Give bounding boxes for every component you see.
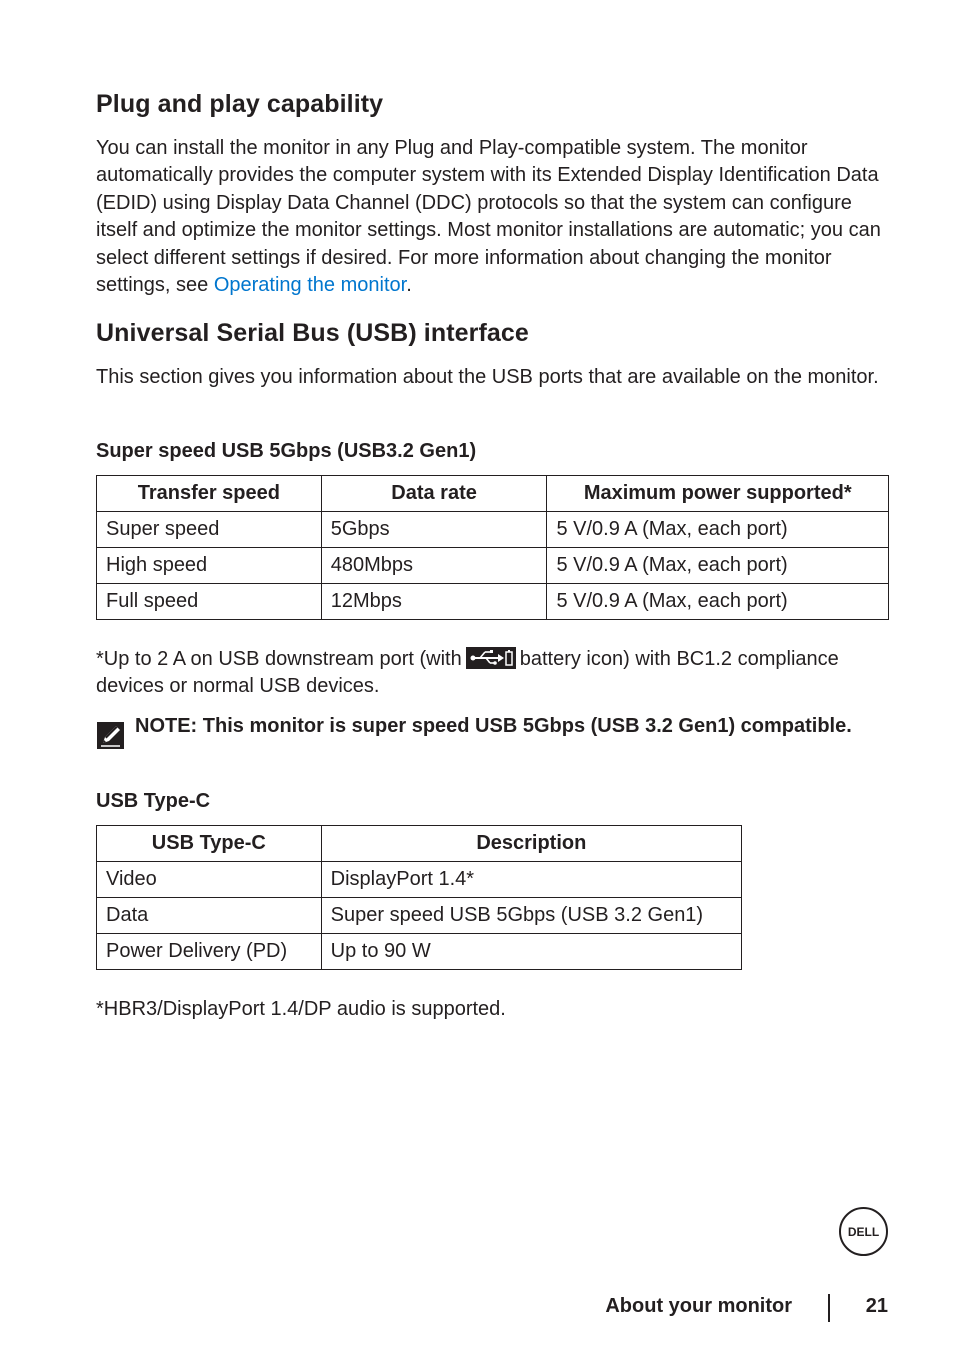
usb-speed-table (96, 475, 889, 620)
footnote-text-end: battery icon) with BC1.2 compliance devices or normal USB devices. (96, 648, 839, 698)
table-row (97, 512, 889, 548)
dell-logo (838, 1206, 889, 1257)
page-number: 21 (865, 1295, 888, 1317)
table-cell: 5Gbps (321, 512, 547, 548)
operating-the-monitor-link[interactable]: Operating the monitor (213, 274, 407, 297)
footer-section-title: About your monitor (605, 1295, 792, 1317)
dell-logo-text: DELL (847, 1225, 880, 1239)
plug-and-play-body-end: . (406, 274, 412, 297)
table-cell: 5 V/0.9 A (Max, each port) (547, 584, 889, 620)
usb-intro-paragraph: This section gives you information about the USB ports that are available on the monitor. (96, 366, 879, 388)
table-row (97, 548, 889, 584)
typec-table-title: USB Type-C (96, 790, 211, 812)
table-header-row (97, 826, 742, 862)
table-row (97, 934, 742, 970)
table-cell: Data (97, 898, 322, 934)
usb-table-title: Super speed USB 5Gbps (USB3.2 Gen1) (96, 440, 477, 462)
table-cell: Super speed USB 5Gbps (USB 3.2 Gen1) (321, 898, 741, 934)
table-header-cell: Data rate (321, 476, 547, 512)
table-header-cell: USB Type-C (97, 826, 322, 862)
table-cell: Up to 90 W (321, 934, 741, 970)
table-cell: 5 V/0.9 A (Max, each port) (547, 512, 889, 548)
pencil-note-icon (97, 722, 124, 749)
plug-and-play-paragraph (96, 135, 896, 299)
table-header-cell: Transfer speed (97, 476, 322, 512)
table-header-row (97, 476, 889, 512)
usb-typec-table (96, 825, 742, 970)
table-row (97, 862, 742, 898)
section-heading-usb-interface: Universal Serial Bus (USB) interface (96, 319, 529, 347)
table-cell: 480Mbps (321, 548, 547, 584)
table-cell: DisplayPort 1.4* (321, 862, 741, 898)
note-text: NOTE: This monitor is super speed USB 5Gbps (USB 3.2 Gen1) compatible. (135, 715, 852, 737)
usb-power-footnote (96, 646, 896, 701)
table-cell: Full speed (97, 584, 322, 620)
typec-footnote: *HBR3/DisplayPort 1.4/DP audio is supported. (96, 998, 506, 1020)
table-cell: Power Delivery (PD) (97, 934, 322, 970)
table-cell: High speed (97, 548, 322, 584)
usb-battery-icon (466, 647, 516, 669)
table-row (97, 898, 742, 934)
table-cell: Video (97, 862, 322, 898)
table-header-cell: Description (321, 826, 741, 862)
table-cell: 5 V/0.9 A (Max, each port) (547, 548, 889, 584)
footnote-text-start: *Up to 2 A on USB downstream port (with (96, 648, 462, 670)
section-heading-plug-and-play: Plug and play capability (96, 90, 384, 118)
table-cell: Super speed (97, 512, 322, 548)
table-header-cell: Maximum power supported* (547, 476, 889, 512)
table-row (97, 584, 889, 620)
plug-and-play-body: You can install the monitor in any Plug and Play-compatible system. The monitor automatically provides the computer system with its Extended Display Identification Data (EDID) using Display Data Channel (DDC) protocols so that the system can configure itself and optimize the monitor settings. Most monitor installations are automatic; you can select different settings if desired. For more information about changing the monitor settings, see (96, 137, 881, 297)
table-cell: 12Mbps (321, 584, 547, 620)
footer-divider (828, 1294, 830, 1322)
